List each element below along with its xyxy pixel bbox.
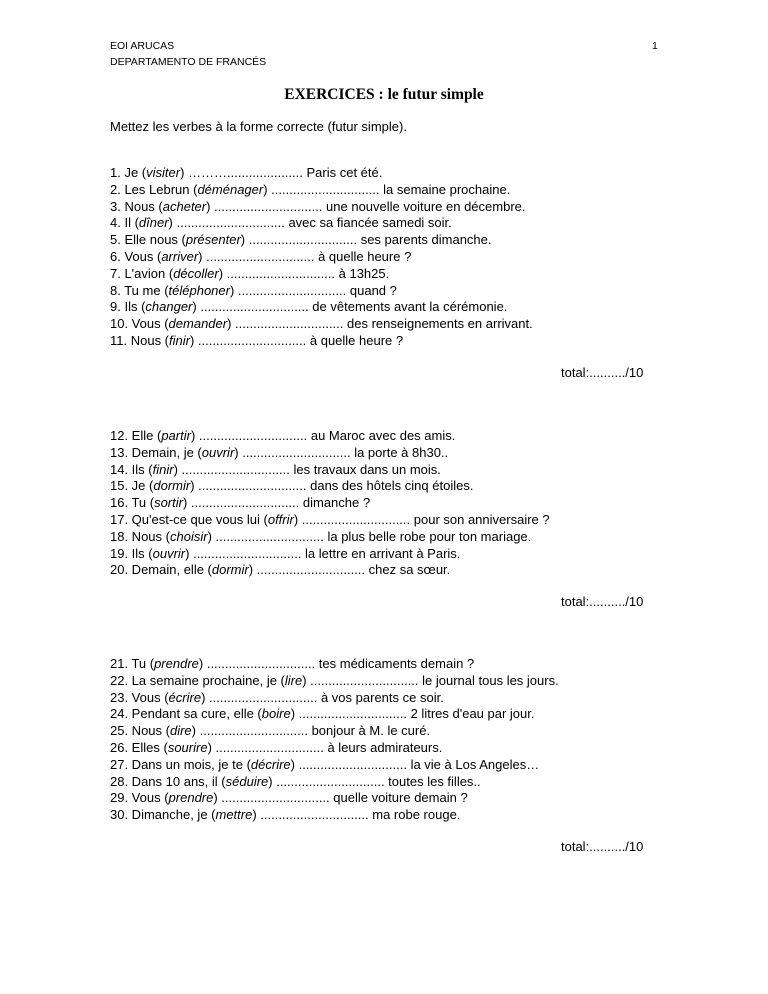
exercise-item-prefix: 15. Je (: [110, 478, 154, 494]
exercise-item-verb: prendre: [154, 656, 199, 671]
exercise-section-2: [110, 428, 550, 579]
section-3-total: total:........../10: [561, 839, 644, 854]
exercise-item-verb: lire: [284, 672, 303, 688]
exercise-item: [110, 182, 533, 199]
exercise-item-prefix: 11. Nous (: [110, 332, 170, 348]
instructions: Mettez les verbes à la forme correcte (futur simple).: [110, 119, 407, 134]
exercise-item-verb: décoller: [173, 265, 219, 281]
exercise-item: [110, 283, 533, 300]
exercise-item: [110, 790, 559, 807]
exercise-item-verb: dormir: [211, 562, 249, 578]
exercise-item-rest: ) .............................. une nouvelle voiture en décembre.: [206, 198, 526, 214]
exercise-item-prefix: 18. Nous (: [110, 528, 170, 544]
exercise-item-verb: finir: [152, 461, 174, 477]
exercise-item-rest: ) .............................. avec sa fiancée samedi soir.: [168, 215, 452, 231]
exercise-item-verb: prendre: [168, 790, 214, 806]
exercise-item-rest: ) ………..................... Paris cet été.: [180, 165, 383, 180]
exercise-item-prefix: 22. La semaine prochaine, je (: [110, 672, 285, 688]
exercise-item-verb: demander: [168, 316, 228, 332]
exercise-item: [110, 478, 550, 495]
exercise-item-rest: ) .............................. ses parents dimanche.: [240, 232, 492, 248]
exercise-item: [110, 462, 550, 479]
exercise-item-prefix: 3. Nous (: [110, 198, 163, 214]
exercise-item-prefix: 27. Dans un mois, je te (: [110, 756, 251, 772]
exercise-item-rest: ) .............................. des renseignements en arrivant.: [227, 316, 533, 332]
exercise-item: [110, 215, 533, 232]
exercise-item: [110, 249, 533, 266]
exercise-item-verb: sortir: [154, 495, 183, 511]
exercise-item-rest: ) .............................. à vos parents ce soir.: [201, 689, 444, 705]
exercise-item: [110, 723, 559, 740]
exercise-item-prefix: 25. Nous (: [110, 723, 170, 739]
exercise-item: [110, 690, 559, 707]
exercise-item-verb: ouvrir: [152, 545, 186, 561]
exercise-item-prefix: 8. Tu me (: [110, 282, 169, 298]
exercise-item-verb: séduire: [225, 773, 269, 789]
exercise-item-prefix: 26. Elles (: [110, 739, 168, 755]
exercise-section-1: [110, 165, 533, 350]
exercise-item: [110, 774, 559, 791]
document-header: [110, 38, 266, 70]
exercise-item-verb: finir: [169, 332, 190, 348]
exercise-item-verb: écrire: [168, 689, 202, 705]
exercise-item-rest: ) .............................. quand ?: [229, 282, 397, 298]
exercise-item-rest: ) .............................. la lettre en arrivant à Paris.: [185, 545, 461, 561]
exercise-item-prefix: 28. Dans 10 ans, il (: [110, 773, 226, 789]
exercise-item-verb: boire: [261, 706, 291, 722]
exercise-item-prefix: 29. Vous (: [110, 790, 169, 806]
exercise-item-prefix: 10. Vous (: [110, 316, 169, 332]
exercise-item-rest: ) .............................. 2 litres d'eau par jour.: [290, 706, 535, 722]
exercise-item-verb: arriver: [161, 248, 199, 264]
exercise-item: [110, 266, 533, 283]
exercise-item-rest: ) .............................. chez sa sœur.: [248, 562, 451, 578]
section-1-total: total:........../10: [561, 365, 644, 380]
exercise-item: [110, 495, 550, 512]
page-number: 1: [652, 40, 658, 52]
exercise-item-prefix: 17. Qu'est-ce que vous lui (: [110, 511, 268, 527]
exercise-item-rest: ) .............................. la semaine prochaine.: [263, 181, 511, 197]
exercise-item-rest: ) .............................. la vie à Los Angeles…: [290, 756, 540, 772]
exercise-item-rest: ) .............................. toutes les filles..: [268, 773, 481, 789]
exercise-item-prefix: 23. Vous (: [110, 689, 169, 705]
exercise-item-prefix: 7. L'avion (: [110, 265, 174, 281]
section-2-total: total:........../10: [561, 594, 644, 609]
department-name: DEPARTAMENTO DE FRANCÉS: [110, 56, 267, 68]
exercise-item: [110, 165, 533, 182]
exercise-item-rest: ) .............................. quelle voiture demain ?: [213, 790, 468, 806]
exercise-item-rest: ) .............................. à quelle heure ?: [189, 332, 404, 348]
exercise-item-verb: dîner: [138, 215, 169, 231]
exercise-item: [110, 546, 550, 563]
exercise-item-rest: ) .............................. à 13h25.: [218, 265, 390, 281]
exercise-section-3: [110, 656, 559, 824]
exercise-item: [110, 299, 533, 316]
exercise-item-prefix: 21. Tu (: [110, 656, 155, 671]
exercise-item-rest: ) .............................. tes médicaments demain ?: [198, 656, 475, 671]
exercise-item-prefix: 16. Tu (: [110, 495, 155, 511]
exercise-item-prefix: 6. Vous (: [110, 248, 162, 264]
exercise-item-verb: sourire: [167, 739, 208, 755]
exercise-item-prefix: 19. Ils (: [110, 545, 153, 561]
exercise-item: [110, 512, 550, 529]
exercise-item-rest: ) .............................. à leurs admirateurs.: [207, 739, 443, 755]
exercise-item-rest: ) .............................. pour son anniversaire ?: [293, 511, 550, 527]
exercise-item-verb: choisir: [169, 528, 208, 544]
exercise-item-rest: ) .............................. dans des hôtels cinq étoiles.: [190, 478, 474, 494]
exercise-item-verb: visiter: [146, 165, 181, 180]
exercise-item: [110, 428, 550, 445]
exercise-item-prefix: 4. Il (: [110, 215, 139, 231]
exercise-item: [110, 445, 550, 462]
exercise-item: [110, 333, 533, 350]
exercise-item-verb: partir: [161, 428, 191, 443]
exercise-item-rest: ) .............................. dimanche ?: [182, 495, 371, 511]
exercise-item-verb: présenter: [185, 232, 241, 248]
exercise-item: [110, 316, 533, 333]
exercise-item-rest: ) .............................. le journal tous les jours.: [302, 672, 559, 688]
exercise-item-verb: acheter: [162, 198, 207, 214]
exercise-item: [110, 529, 550, 546]
exercise-item-rest: ) .............................. à quelle heure ?: [198, 248, 412, 264]
exercise-item-verb: changer: [145, 299, 193, 315]
exercise-item-prefix: 30. Dimanche, je (: [110, 807, 216, 823]
exercise-item-verb: déménager: [197, 181, 264, 197]
exercise-item: [110, 757, 559, 774]
exercise-item: [110, 706, 559, 723]
exercise-item-rest: ) .............................. de vêtements avant la cérémonie.: [192, 299, 508, 315]
exercise-item-verb: téléphoner: [168, 282, 230, 298]
exercise-item: [110, 562, 550, 579]
exercise-item-verb: décrire: [250, 756, 291, 772]
exercise-item-rest: ) .............................. les travaux dans un mois.: [173, 461, 441, 477]
exercise-item-prefix: 1. Je (: [110, 165, 147, 180]
exercise-item-prefix: 12. Elle (: [110, 428, 162, 443]
exercise-item: [110, 232, 533, 249]
exercise-item-rest: ) .............................. au Maroc avec des amis.: [190, 428, 456, 443]
exercise-item-prefix: 14. Ils (: [110, 461, 153, 477]
exercise-item-verb: mettre: [215, 807, 253, 823]
exercise-item-prefix: 2. Les Lebrun (: [110, 181, 198, 197]
exercise-item-rest: ) .............................. la plus belle robe pour ton mariage.: [207, 528, 532, 544]
exercise-item-verb: ouvrir: [201, 444, 235, 460]
exercise-item: [110, 740, 559, 757]
exercise-item-prefix: 13. Demain, je (: [110, 444, 202, 460]
exercise-item: [110, 656, 559, 673]
exercise-item: [110, 673, 559, 690]
exercise-item: [110, 199, 533, 216]
exercise-item-rest: ) .............................. ma robe rouge.: [252, 807, 461, 823]
page-title: EXERCICES : le futur simple: [284, 86, 484, 103]
exercise-item-verb: dire: [169, 723, 192, 739]
exercise-item-rest: ) .............................. bonjour à M. le curé.: [191, 723, 431, 739]
exercise-item-verb: offrir: [267, 511, 294, 527]
exercise-item-prefix: 5. Elle nous (: [110, 232, 186, 248]
exercise-item-prefix: 20. Demain, elle (: [110, 562, 212, 578]
exercise-item-prefix: 24. Pendant sa cure, elle (: [110, 706, 262, 722]
exercise-item-rest: ) .............................. la porte à 8h30..: [234, 444, 449, 460]
exercise-item-prefix: 9. Ils (: [110, 299, 146, 315]
school-name: EOI ARUCAS: [110, 40, 175, 52]
exercise-item-verb: dormir: [153, 478, 191, 494]
exercise-item: [110, 807, 559, 824]
